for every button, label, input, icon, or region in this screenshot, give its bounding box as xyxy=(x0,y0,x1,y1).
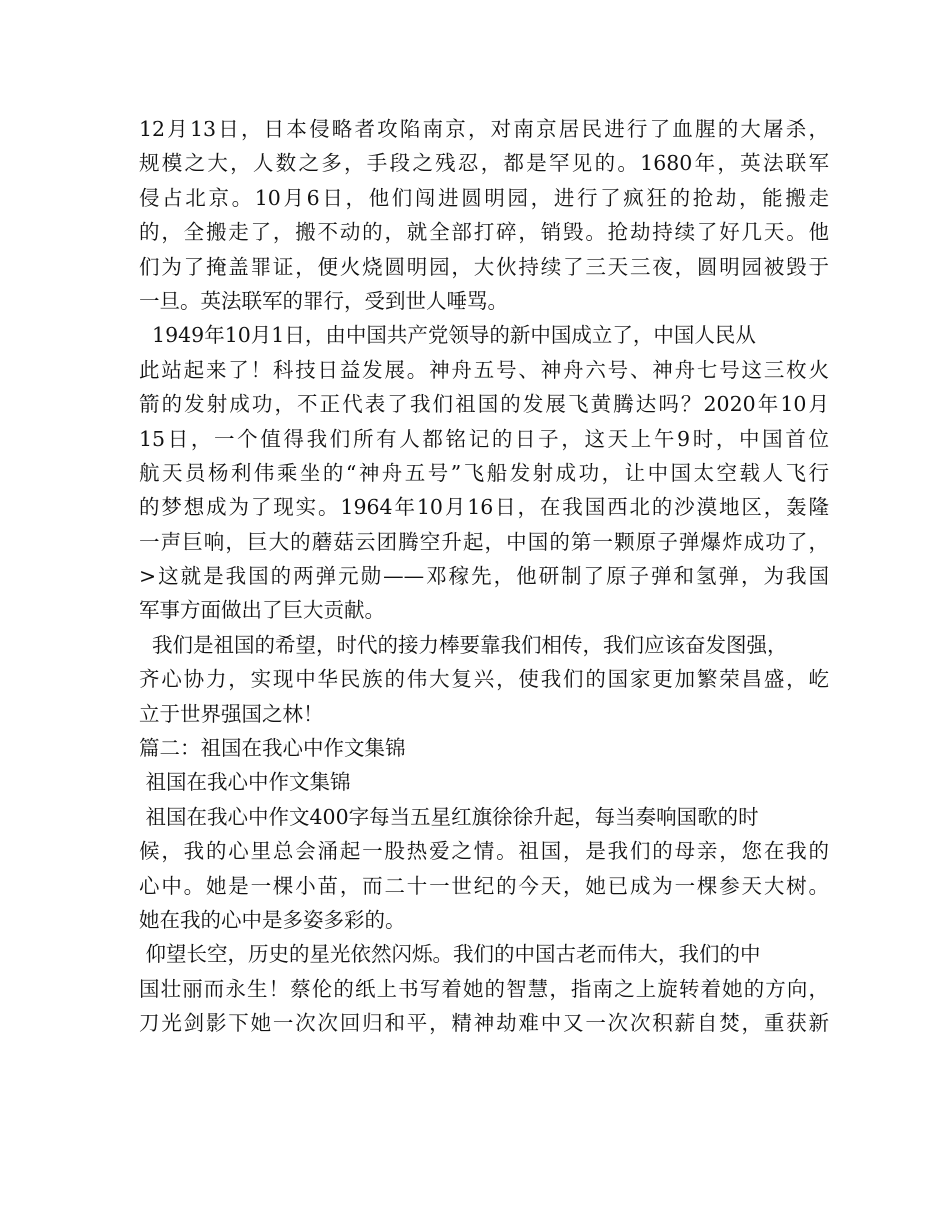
text-line: 的梦想成为了现实。1964年10月16日，在我国西北的沙漠地区，轰隆 xyxy=(139,495,829,520)
text-line: 刀光剑影下她一次次回归和平，精神劫难中又一次次积薪自焚，重获新 xyxy=(139,1011,829,1036)
text-line: 一旦。英法联军的罪行，受到世人唾骂。 xyxy=(139,288,508,313)
text-line: 箭的发射成功，不正代表了我们祖国的发展飞黄腾达吗？2020年10月 xyxy=(139,392,829,417)
text-line: 候，我的心里总会涌起一股热爱之情。祖国，是我们的母亲，您在我的 xyxy=(139,839,829,864)
text-line: 仰望长空，历史的星光依然闪烁。我们的中国古老而伟大，我们的中 xyxy=(139,942,761,967)
text-line: 她在我的心中是多姿多彩的。 xyxy=(139,907,406,932)
text-line: 军事方面做出了巨大贡献。 xyxy=(139,598,385,623)
text-line: 航天员杨利伟乘坐的“神舟五号”飞船发射成功，让中国太空载人飞行 xyxy=(139,460,829,485)
text-line: 立于世界强国之林！ xyxy=(139,701,324,726)
text-line: 的，全搬走了，搬不动的，就全部打碎，销毁。抢劫持续了好几天。他 xyxy=(139,220,829,245)
text-line: 们为了掩盖罪证，便火烧圆明园，大伙持续了三天三夜，圆明园被毁于 xyxy=(139,254,829,279)
text-line: 心中。她是一棵小苗，而二十一世纪的今天，她已成为一棵参天大树。 xyxy=(139,873,829,898)
text-line: 篇二：祖国在我心中作文集锦 xyxy=(139,736,406,761)
text-line: 此站起来了！科技日益发展。神舟五号、神舟六号、神舟七号这三枚火 xyxy=(139,357,829,382)
text-line: 国壮丽而永生！蔡伦的纸上书写着她的智慧，指南之上旋转着她的方向， xyxy=(139,976,829,1001)
text-line: 一声巨响，巨大的蘑菇云团腾空升起，中国的第一颗原子弹爆炸成功了， xyxy=(139,529,829,554)
text-line: 祖国在我心中作文400字每当五星红旗徐徐升起，每当奏响国歌的时 xyxy=(139,804,759,829)
text-line: 规模之大，人数之多，手段之残忍，都是罕见的。1680年，英法联军 xyxy=(139,151,829,176)
text-line: 祖国在我心中作文集锦 xyxy=(139,770,351,795)
text-line: 侵占北京。10月6日，他们闯进圆明园，进行了疯狂的抢劫，能搬走 xyxy=(139,185,829,210)
text-line: 齐心协力，实现中华民族的伟大复兴，使我们的国家更加繁荣昌盛，屹 xyxy=(139,667,829,692)
text-line: 15日，一个值得我们所有人都铭记的日子，这天上午9时，中国首位 xyxy=(139,426,829,451)
text-line: >这就是我国的两弹元勋——邓稼先，他研制了原子弹和氢弹，为我国 xyxy=(139,564,829,589)
text-line: 1949年10月1日，由中国共产党领导的新中国成立了，中国人民从 xyxy=(139,323,756,348)
text-line: 12月13日，日本侵略者攻陷南京，对南京居民进行了血腥的大屠杀， xyxy=(139,117,829,141)
document-body xyxy=(139,112,829,1041)
text-line: 我们是祖国的希望，时代的接力棒要靠我们相传，我们应该奋发图强， xyxy=(139,632,788,657)
